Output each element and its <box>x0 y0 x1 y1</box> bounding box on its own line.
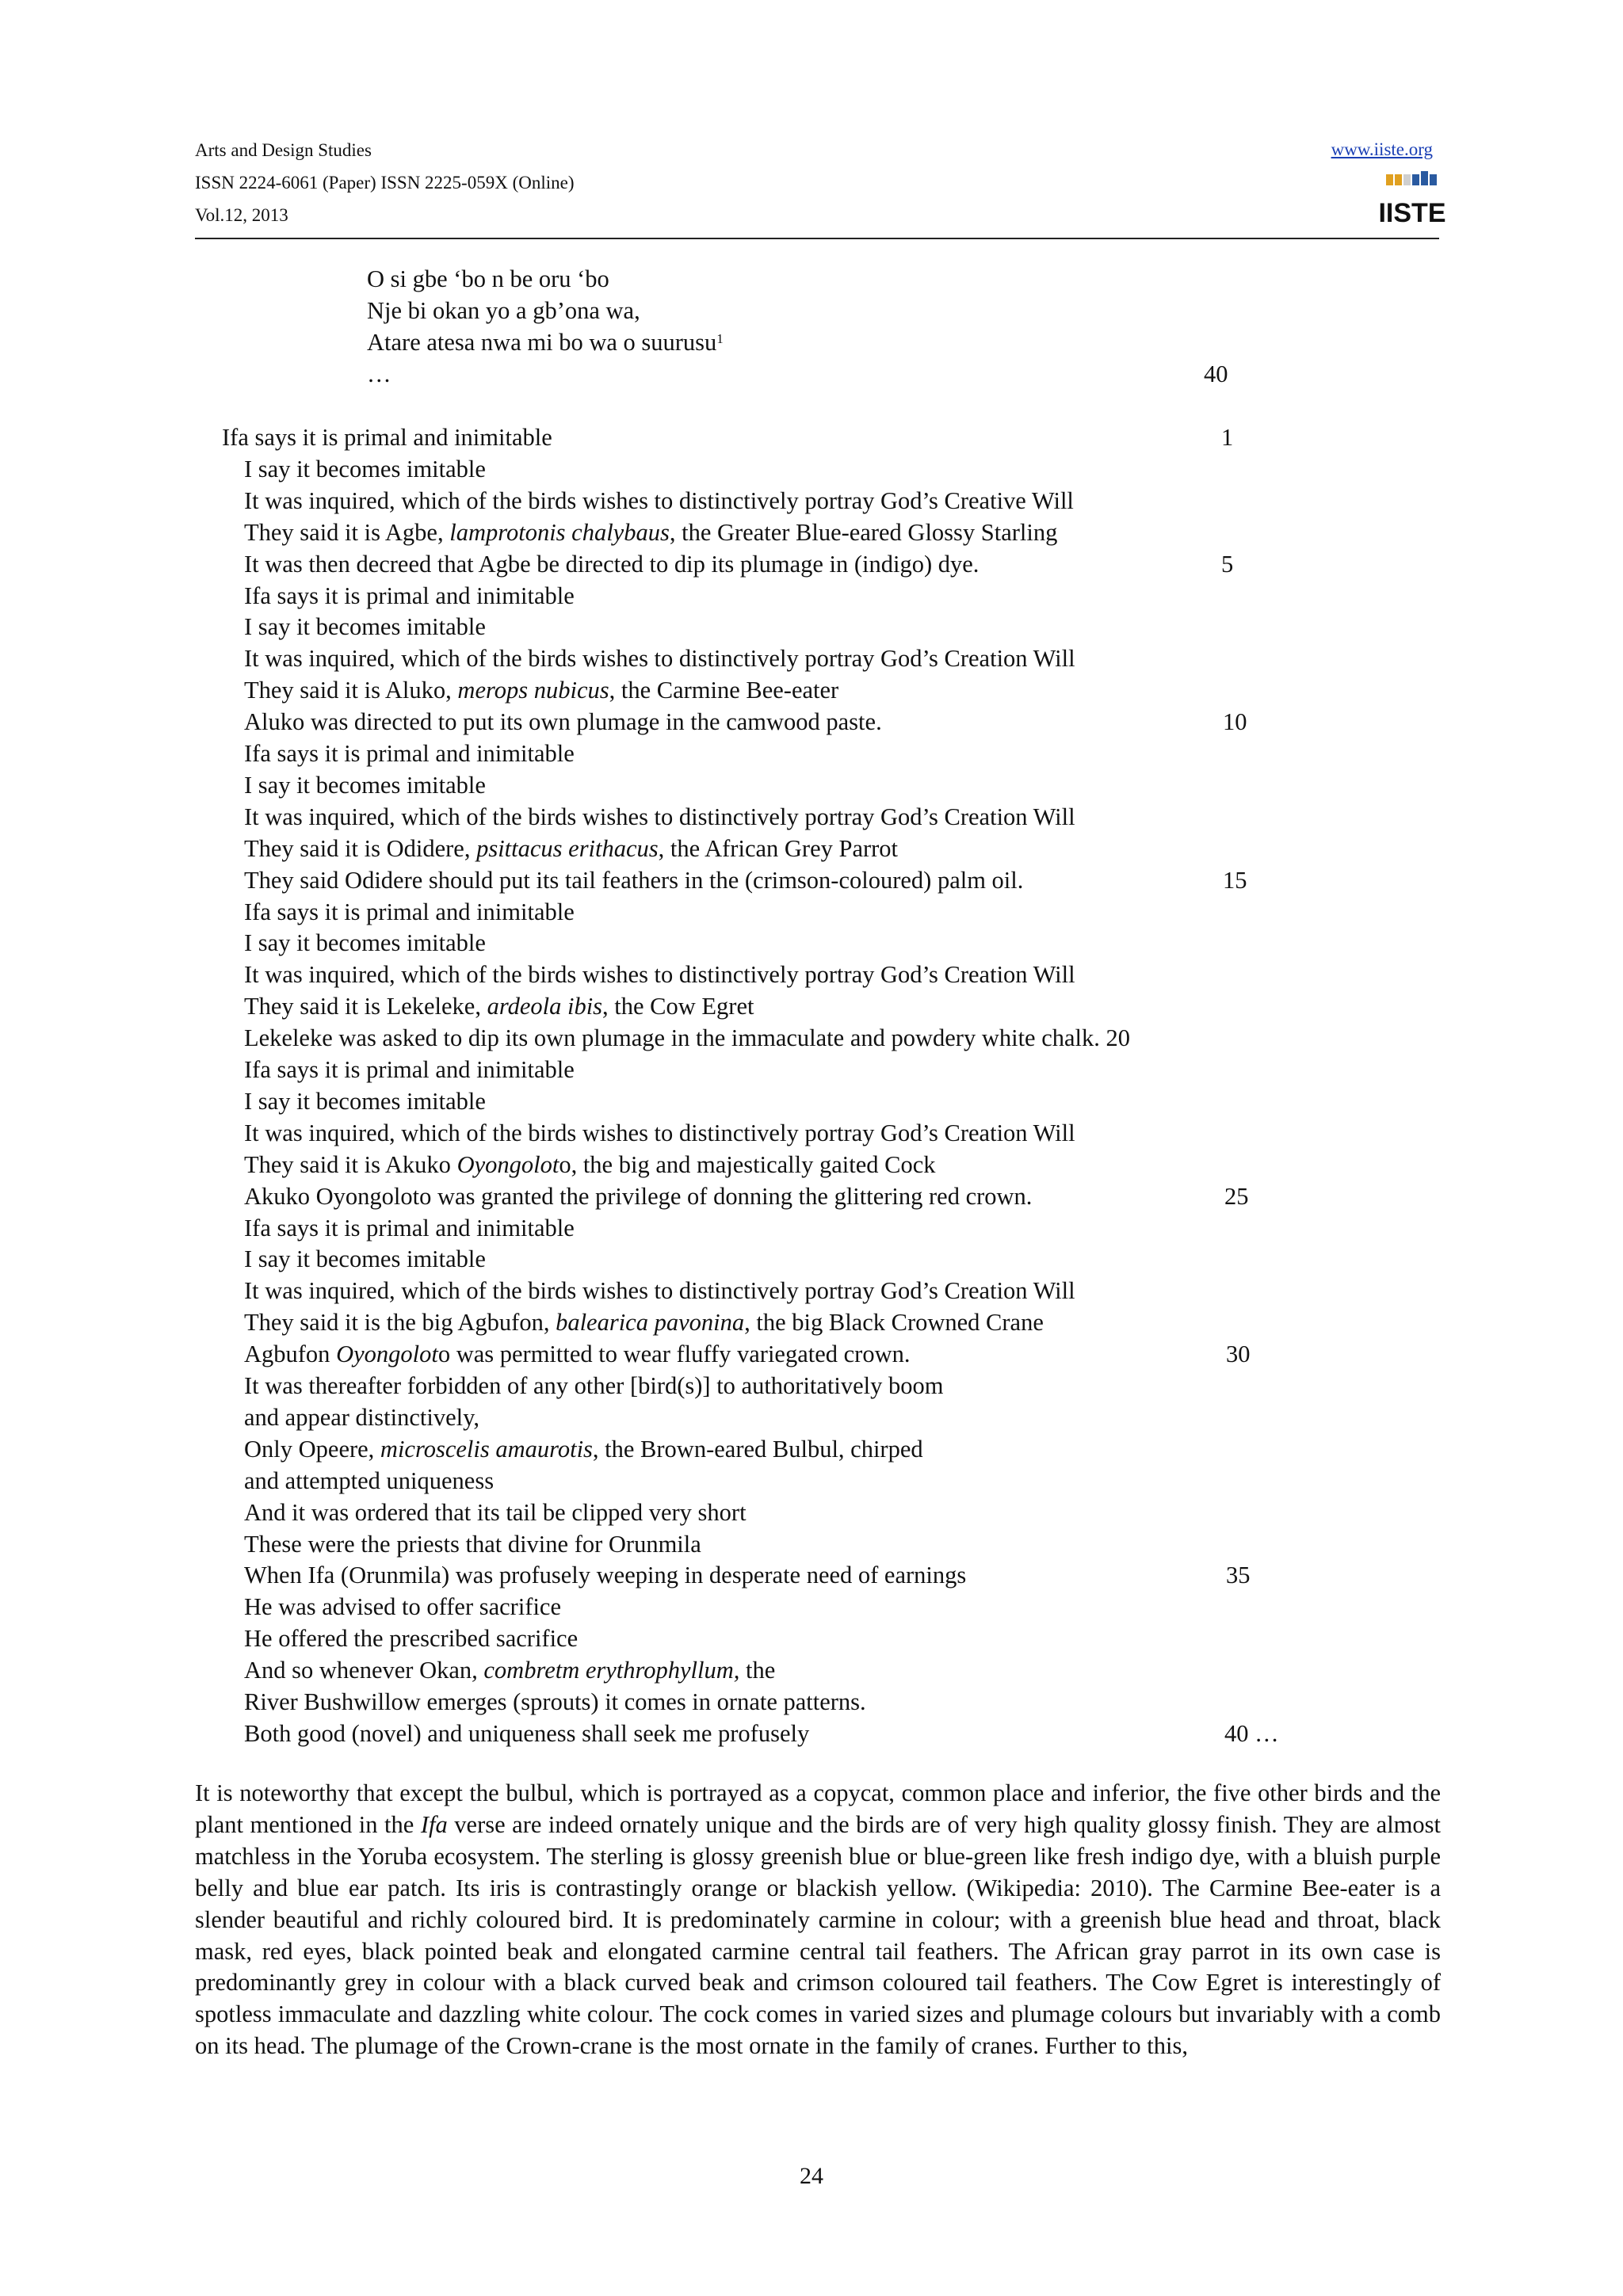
verse-text: , the Brown-eared Bulbul, chirped <box>592 1435 923 1463</box>
verse-text: Ifa says it is primal and inimitable <box>222 424 552 451</box>
verse-text: Agbufon <box>244 1341 337 1368</box>
verse-line <box>244 1498 747 1527</box>
verse-line <box>244 1119 1075 1147</box>
line-number: 25 <box>1224 1182 1249 1210</box>
emphasis-text: Ifa <box>420 1810 448 1838</box>
verse-line <box>244 1182 1032 1211</box>
species-name: , combretm erythrophyllum, <box>472 1657 740 1684</box>
verse-text: It was inquired, which of the birds wishes to distinctively portray God’s Creation Will <box>244 1277 1075 1305</box>
paragraph-text: It is noteworthy that except the bulbul, which is portrayed as a copycat, common place and inferior, the five other birds and the plant mentioned in the <box>195 1779 1441 1838</box>
body-paragraph <box>195 1778 1441 2062</box>
species-name: merops nubicus <box>457 677 609 704</box>
species-name: balearica pavonina <box>556 1309 745 1337</box>
verse-text: It was inquired, which of the birds wishes to distinctively portray God’s Creative Will <box>244 486 1074 514</box>
verse-line <box>244 803 1075 831</box>
verse-line <box>244 1688 866 1716</box>
species-name: microscelis amaurotis <box>380 1435 593 1463</box>
verse-line <box>244 612 486 641</box>
species-name: lamprotonis chalybaus <box>449 518 670 546</box>
logo-text: IISTE <box>1378 198 1446 228</box>
verse-line <box>244 1435 923 1463</box>
verse-text: I say it becomes imitable <box>244 1245 486 1273</box>
verse-line <box>244 486 1074 515</box>
verse-text: It was inquired, which of the birds wishes to distinctively portray God’s Creation Will <box>244 1119 1075 1146</box>
verse-text: , the Greater Blue-eared Glossy Starling <box>669 518 1058 546</box>
verse-line <box>244 518 1057 547</box>
verse-text: They said it is Aluko, <box>244 677 458 704</box>
verse-line <box>244 1214 575 1242</box>
verse-text: It was inquired, which of the birds wishes to distinctively portray God’s Creation Will <box>244 803 1075 830</box>
verse-text: They said it is the big Agbufon, <box>244 1309 556 1337</box>
verse-text: , the big Black Crowned Crane <box>744 1309 1044 1337</box>
verse-text: They said it is Agbe, <box>244 518 450 546</box>
verse-text: Ifa says it is primal and inimitable <box>244 1214 575 1241</box>
verse-line <box>244 1403 479 1432</box>
verse-text: I say it becomes imitable <box>244 455 486 482</box>
verse-text: o, the big and majestically gaited Cock <box>559 1150 936 1178</box>
verse-line <box>244 582 575 610</box>
verse-text: Ifa says it is primal and inimitable <box>244 582 575 609</box>
verse-text: o was permitted to wear fluffy variegated crown. <box>437 1341 911 1368</box>
line-number: 15 <box>1223 866 1247 894</box>
verse-line <box>244 1656 775 1684</box>
verse-text: He offered the prescribed sacrifice <box>244 1625 579 1653</box>
verse-text: They said it is Lekeleke, <box>244 993 487 1020</box>
volume-line: Vol.12, 2013 <box>195 205 288 225</box>
verse-line <box>244 929 486 957</box>
verse-line <box>244 550 979 578</box>
verse-line <box>222 423 552 452</box>
verse-text: Akuko Oyongoloto was granted the privilege of donning the glittering red crown. <box>244 1182 1033 1210</box>
paragraph-text: verse are indeed ornately unique and the birds are of very high quality glossy finish. They are almost matchless in the Yoruba ecosystem. The sterling is glossy greenish blue or blue-green like fresh indigo dye, with a bluish purple belly and blue ear patch. Its iris is contrastingly orange or blackish yellow. (Wikipedia: 2010). The Carmine Bee-eater is a slender beautiful and richly coloured bird. It is predominately carmine in colour; with a greenish blue head and throat, black mask, red eyes, black pointed beak and elongated carmine central tail feathers. The African gray parrot in its own case is predominantly grey in colour with a black curved beak and crimson coloured tail feathers. The Cow Egret is interestingly of spotless immaculate and dazzling white colour. The cock comes in varied sizes and plumage colours but invariably with a comb on its head. The plumage of the Crown-crane is the most ornate in the family of cranes. Further to this, <box>195 1810 1441 2060</box>
yoruba-line-text: Atare atesa nwa mi bo wa o suurusu <box>367 329 717 356</box>
verse-text: the <box>739 1657 776 1684</box>
yoruba-line: Nje bi okan yo a gb’ona wa, <box>367 297 640 324</box>
verse-line <box>244 739 575 768</box>
verse-text: They said Odidere should put its tail feathers in the (crimson-coloured) palm oil. <box>244 866 1024 894</box>
line-number: 35 <box>1226 1562 1251 1589</box>
header-rule <box>195 238 1439 239</box>
verse-text: He was advised to offer sacrifice <box>244 1593 561 1621</box>
verse-text: and attempted uniqueness <box>244 1466 495 1494</box>
species-name: ardeola ibis <box>487 993 603 1020</box>
verse-text: It was thereafter forbidden of any other [bird(s)] to authoritatively boom <box>244 1372 944 1399</box>
verse-line <box>244 1245 486 1273</box>
verse-text: , the Carmine Bee-eater <box>609 677 839 704</box>
verse-text: They said it is Odidere, <box>244 834 477 862</box>
iiste-logo <box>1378 170 1446 228</box>
verse-text: These were the priests that divine for Orunmila <box>244 1530 701 1558</box>
verse-line <box>244 1308 1044 1337</box>
page-number: 24 <box>800 2163 823 2189</box>
yoruba-line <box>367 328 724 357</box>
website-link[interactable]: www.iiste.org <box>1331 139 1433 159</box>
verse-line <box>244 898 575 926</box>
journal-title: Arts and Design Studies <box>195 140 372 160</box>
issn-line: ISSN 2224-6061 (Paper) ISSN 2225-059X (Online) <box>195 173 575 193</box>
verse-text: They said it is Akuko <box>244 1150 457 1178</box>
verse-text: And so whenever Okan <box>244 1657 472 1684</box>
verse-line <box>244 455 486 483</box>
verse-line <box>244 1624 578 1653</box>
verse-text: I say it becomes imitable <box>244 1087 486 1115</box>
verse-text: , the African Grey Parrot <box>658 834 899 862</box>
verse-text: And it was ordered that its tail be clipped very short <box>244 1498 747 1526</box>
verse-line <box>244 1592 561 1621</box>
verse-text: It was then decreed that Agbe be directed to dip its plumage in (indigo) dye. <box>244 550 980 578</box>
verse-text: Ifa says it is primal and inimitable <box>244 740 575 767</box>
verse-text: and appear distinctively, <box>244 1403 479 1431</box>
verse-line <box>244 1466 494 1495</box>
verse-line <box>244 866 1023 894</box>
species-name: Oyongolot <box>456 1150 559 1178</box>
verse-text: When Ifa (Orunmila) was profusely weeping in desperate need of earnings <box>244 1562 967 1589</box>
verse-line <box>244 1055 575 1084</box>
verse-line <box>244 1024 1130 1052</box>
verse-text: Ifa says it is primal and inimitable <box>244 1056 575 1083</box>
line-number: 40 … <box>1224 1719 1279 1747</box>
verse-text: Ifa says it is primal and inimitable <box>244 898 575 925</box>
verse-line <box>244 707 882 736</box>
species-name: Oyongolot <box>336 1341 438 1368</box>
line-number: 10 <box>1223 708 1247 736</box>
verse-line <box>244 1371 944 1400</box>
verse-text: Aluko was directed to put its own plumage in the camwood paste. <box>244 708 882 736</box>
verse-text: I say it becomes imitable <box>244 929 486 957</box>
verse-line <box>244 992 754 1020</box>
species-name: psittacus erithacus <box>476 834 659 862</box>
verse-line <box>244 1719 809 1748</box>
verse-line <box>244 1087 486 1116</box>
verse-text: It was inquired, which of the birds wishes to distinctively portray God’s Creation Will <box>244 645 1075 673</box>
verse-line <box>244 1530 701 1558</box>
verse-line <box>244 1340 911 1368</box>
verse-text: , the Cow Egret <box>602 993 754 1020</box>
verse-line <box>244 644 1075 673</box>
line-number: 1 <box>1221 424 1234 451</box>
verse-text: I say it becomes imitable <box>244 613 486 641</box>
yoruba-line: … <box>367 360 391 387</box>
verse-text: Lekeleke was asked to dip its own plumage in the immaculate and powdery white chalk. 20 <box>244 1024 1131 1052</box>
verse-line <box>244 960 1075 989</box>
verse-line <box>244 1150 936 1179</box>
verse-text: River Bushwillow emerges (sprouts) it comes in ornate patterns. <box>244 1688 866 1715</box>
footnote-marker: 1 <box>716 331 724 346</box>
verse-text: Both good (novel) and uniqueness shall seek me profusely <box>244 1719 810 1747</box>
verse-line <box>244 676 838 704</box>
verse-line <box>244 1276 1075 1305</box>
line-number: 5 <box>1221 550 1234 578</box>
line-number: 40 <box>1204 360 1228 387</box>
verse-text: I say it becomes imitable <box>244 771 486 799</box>
verse-text: Only Opeere, <box>244 1435 380 1463</box>
verse-line <box>244 1561 966 1589</box>
verse-line <box>244 834 898 863</box>
line-number: 30 <box>1226 1341 1251 1368</box>
verse-text: It was inquired, which of the birds wishes to distinctively portray God’s Creation Will <box>244 961 1075 989</box>
yoruba-line: O si gbe ‘bo n be oru ‘bo <box>367 265 609 292</box>
verse-line <box>244 771 486 799</box>
